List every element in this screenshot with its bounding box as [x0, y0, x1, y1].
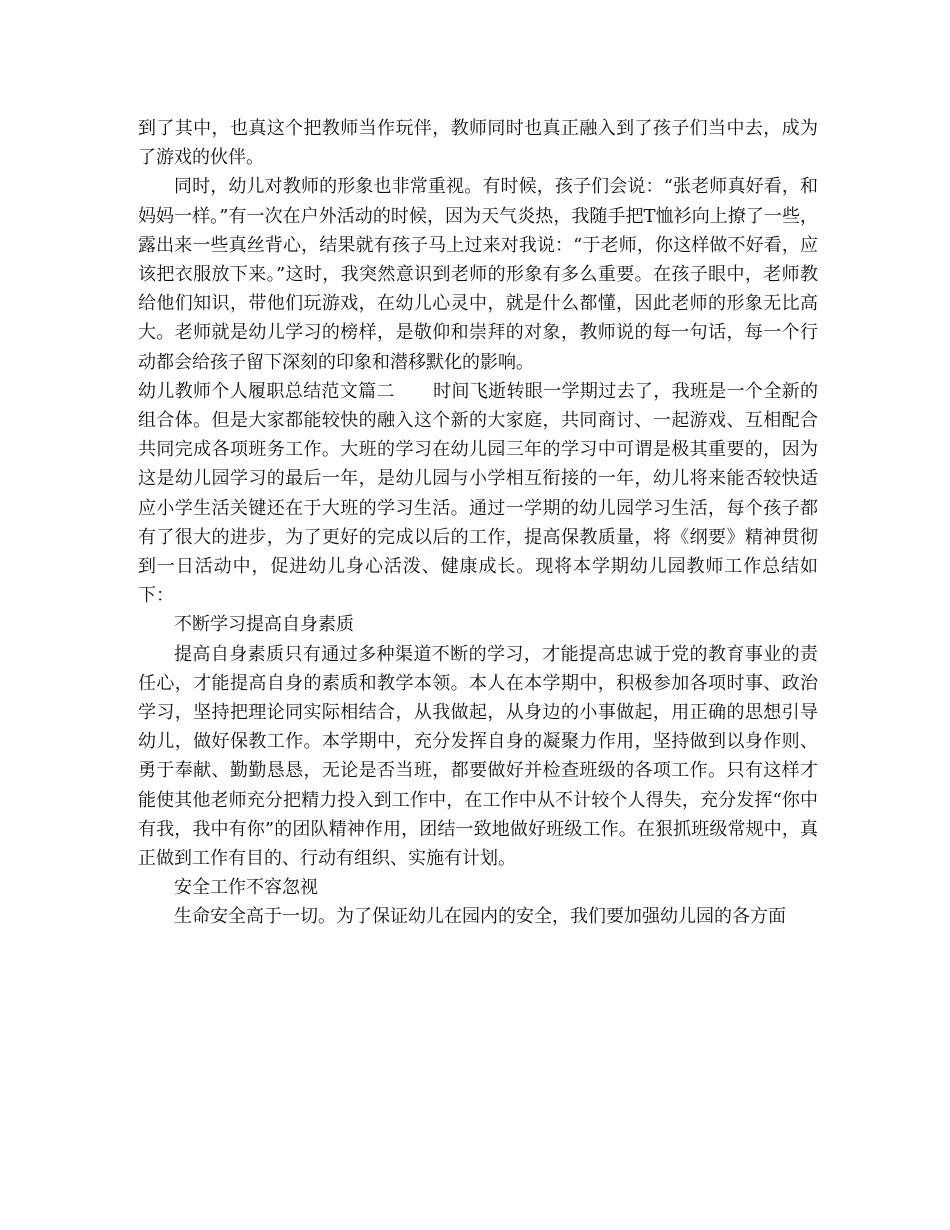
paragraph-continuation: 到了其中，也真这个把教师当作玩伴，教师同时也真正融入到了孩子们当中去，成为了游戏的伙伴。	[138, 118, 818, 169]
section-intro-paragraph	[138, 377, 818, 611]
subsection-heading-study: 不断学习提高自身素质	[174, 614, 354, 636]
subsection-heading-safety: 安全工作不容忽视	[174, 877, 318, 899]
subsection-body-safety: 生命安全高于一切。为了保证幼儿在园内的安全，我们要加强幼儿园的各方面	[174, 906, 786, 928]
document-body	[138, 114, 818, 932]
paragraph-teacher-image: 同时，幼儿对教师的形象也非常重视。有时候，孩子们会说：“张老师真好看，和妈妈一样。”有一次在户外活动的时候，因为天气炎热，我随手把T恤衫向上撩了一些，露出来一些真丝背心，结果就有孩子马上过来对我说：“于老师，你这样做不好看，应该把衣服放下来。”这时，我突然意识到老师的形象有多么重要。在孩子眼中，老师教给他们知识，带他们玩游戏，在幼儿心灵中，就是什么都懂，因此老师的形象无比高大。老师就是幼儿学习的榜样，是敬仰和崇拜的对象，教师说的每一句话，每一个行动都会给孩子留下深刻的印象和潜移默化的影响。	[138, 176, 818, 373]
section-intro-text: 时间飞逝转眼一学期过去了，我班是一个全新的组合体。但是大家都能较快的融入这个新的大家庭，共同商讨、一起游戏、互相配合共同完成各项班务工作。大班的学习在幼儿园三年的学习中可谓是极其重要的，因为这是幼儿园学习的最后一年，是幼儿园与小学相互衔接的一年，幼儿将来能否较快适应小学生活关键还在于大班的学习生活。通过一学期的幼儿园学习生活，每个孩子都有了很大的进步，为了更好的完成以后的工作，提高保教质量，将《纲要》精神贯彻到一日活动中，促进幼儿身心活泼、健康成长。现将本学期幼儿园教师工作总结如下：	[138, 380, 819, 607]
section-title: 幼儿教师个人履职总结范文篇二	[138, 380, 395, 402]
subsection-body-study: 提高自身素质只有通过多种渠道不断的学习，才能提高忠诚于党的教育事业的责任心，才能提高自身的素质和教学本领。本人在本学期中，积极参加各项时事、政治学习，坚持把理论同实际相结合，从我做起，从身边的小事做起，用正确的思想引导幼儿，做好保教工作。本学期中，充分发挥自身的凝聚力作用，坚持做到以身作则、勇于奉献、勤勤恳恳，无论是否当班，都要做好并检查班级的各项工作。只有这样才能使其他老师充分把精力投入到工作中，在工作中从不计较个人得失，充分发挥“你中有我，我中有你”的团队精神作用，团结一致地做好班级工作。在狠抓班级常规中，真正做到工作有目的、行动有组织、实施有计划。	[138, 643, 818, 870]
